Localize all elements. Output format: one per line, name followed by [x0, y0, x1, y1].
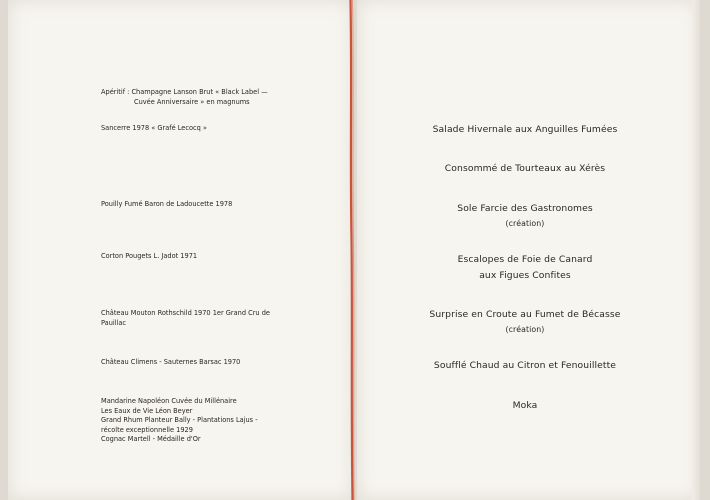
- wine-mouton: [101, 309, 291, 328]
- dish-souffle-text: Soufflé Chaud au Citron et Fenouillette: [433, 360, 617, 371]
- digestif-item: récolte exceptionnelle 1929: [101, 425, 193, 434]
- wine-climens-text: Château Climens - Sauternes Barsac 1970: [101, 358, 241, 366]
- dishes-page: [357, 0, 700, 500]
- dish-moka: [357, 398, 693, 414]
- dish-escalopes: [357, 252, 693, 284]
- wine-digestifs: [101, 397, 291, 445]
- binding-ribbon: [349, 0, 355, 500]
- dish-consomme-text: Consommé de Tourteaux au Xérès: [444, 163, 606, 174]
- dish-moka-text: Moka: [512, 400, 538, 411]
- dish-escalopes-line2: aux Figues Confites: [479, 270, 571, 281]
- wine-climens: [101, 358, 291, 368]
- wine-mouton-line1: Château Mouton Rothschild 1970 1er Grand Cru de: [101, 309, 270, 317]
- digestif-item: Les Eaux de Vie Léon Beyer: [101, 406, 193, 415]
- dish-sole: [357, 201, 693, 230]
- dish-salade-text: Salade Hivernale aux Anguilles Fumées: [432, 124, 618, 135]
- wine-mouton-line2: Pauillac: [101, 318, 127, 327]
- wine-aperitif: [101, 88, 291, 107]
- dish-surprise-text: Surprise en Croute au Fumet de Bécasse: [429, 309, 621, 320]
- dish-sole-note: (création): [505, 219, 545, 228]
- wine-corton-text: Corton Pougets L. Jadot 1971: [101, 252, 198, 260]
- dish-surprise: [357, 307, 693, 336]
- dish-salade: [357, 122, 693, 138]
- wine-sancerre: [101, 124, 291, 134]
- wine-aperitif-line1: Apéritif : Champagne Lanson Brut « Black Label —: [101, 88, 268, 96]
- wine-corton: [101, 252, 291, 262]
- dish-escalopes-line1: Escalopes de Foie de Canard: [457, 254, 593, 265]
- dish-souffle: [357, 358, 693, 374]
- digestif-item: Grand Rhum Planteur Bally - Plantations Lajus -: [101, 416, 258, 425]
- wine-aperitif-line2: Cuvée Anniversaire » en magnums: [134, 97, 250, 106]
- dish-sole-text: Sole Farcie des Gastronomes: [457, 203, 593, 214]
- dish-consomme: [357, 161, 693, 177]
- dish-surprise-note: (création): [505, 325, 545, 334]
- digestif-item: Cognac Martell - Médaille d'Or: [101, 435, 201, 444]
- wine-sancerre-text: Sancerre 1978 « Grafé Lecocq »: [101, 124, 207, 132]
- wine-pouilly: [101, 200, 291, 210]
- digestif-item: Mandarine Napoléon Cuvée du Millénaire: [101, 397, 237, 405]
- wine-pouilly-text: Pouilly Fumé Baron de Ladoucette 1978: [101, 200, 233, 208]
